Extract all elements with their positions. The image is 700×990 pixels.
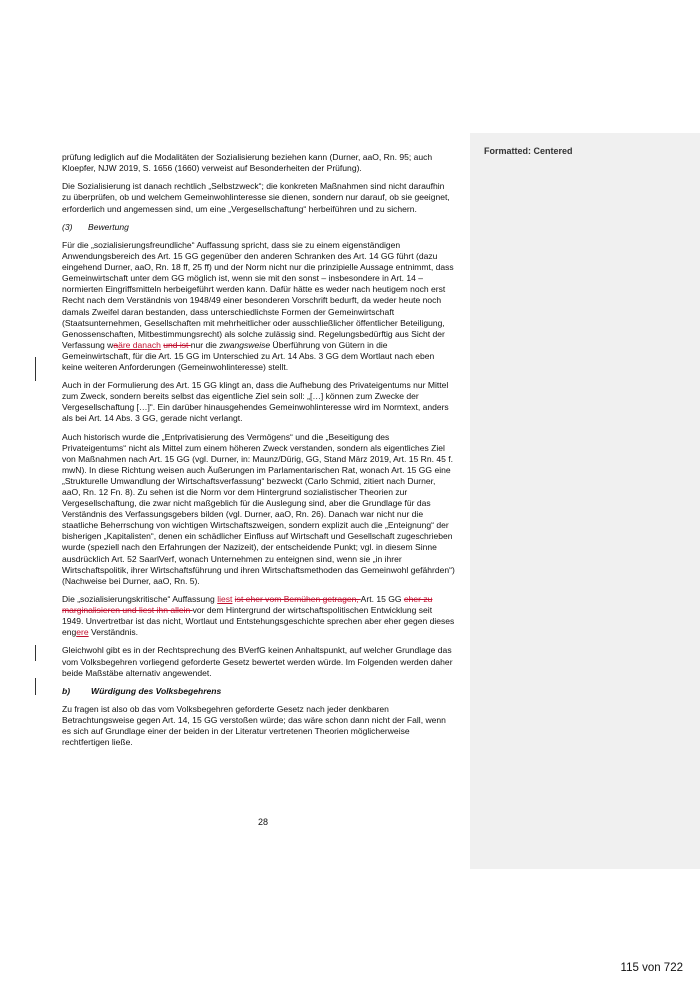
change-bar xyxy=(35,645,36,661)
paragraph xyxy=(62,240,455,373)
page-counter: 115 von 722 xyxy=(620,962,683,974)
text-run: Überführung von Gütern in die Gemeinwirtschaft, für die Art. 15 GG im Unterschied zu Art. 14 Abs. 3 GG dem Wortlaut nach eben keine weiteren Anforderungen (Gemeinwohlinteresse) stellt. xyxy=(62,339,435,372)
deleted-text: a xyxy=(113,339,119,350)
paragraph: Die Sozialisierung ist danach rechtlich „Selbstzweck“; die konkreten Maßnahmen sind nicht daraufhin zu überprüfen, ob und welchem Gemeinwohlinteresse sie dienen, sondern nur darauf, ob sie geeignet, erforderlich und angemessen sind, um eine „Vergesellschaftung“ herbeiführen und zu sichern. xyxy=(62,181,450,214)
text-run: Die „sozialisierungskritische“ Auffassung xyxy=(62,593,218,604)
section-heading xyxy=(62,222,455,233)
deleted-text: ist eher vom Bemühen getragen, xyxy=(234,593,361,604)
heading-number: b) xyxy=(62,685,71,696)
text-run: vor dem Hintergrund der wirtschaftspolitischen Entwicklung seit 1949. Unvertretbar ist das nicht, Wortlaut und Entstehungsgeschichte sprechen aber eher gegen dieses eng xyxy=(62,605,455,638)
text-run: Art. 15 GG xyxy=(360,593,404,604)
change-bar xyxy=(35,678,36,695)
inserted-text: ere xyxy=(76,627,89,638)
paragraph xyxy=(62,594,455,638)
page-number: 28 xyxy=(257,817,268,827)
document-body xyxy=(62,152,455,756)
text-run: nur die xyxy=(190,339,220,350)
paragraph: Auch historisch wurde die „Entprivatisierung des Vermögens“ und die „Beseitigung des Privateigentums“ nicht als Mittel zum einem höheren Zweck verstanden, sondern als eigentliches Ziel von Maßnahmen nach Art. 15 GG (vgl. Durner, in: Maunz/Dürig, GG, Stand März 2019, Art. 15 Rn. 45 f. mwN). In diese Richtung weisen auch Äußerungen im Parlamentarischen Rat, wonach Art. 15 GG eine „Strukturelle Umwandlung der Wirtschaftsverfassung“ bezweckt (Carlo Schmid, zitiert nach Durner, aaO, Rn. 12 Fn. 8). Zu sehen ist die Norm vor dem Hintergrund sozialistischer Theorien zur Vergesellschaftung, die zwar nicht maßgeblich für die Auslegung sind, aber die Grundlage für das Verständnis des Verfassungsgebers bilden (vgl. Durner, aaO, Rn. 26). Danach war nicht nur die staatliche Beherrschung von wichtigen Wirtschaftszweigen, sondern explizit auch die „Enteignung“ der bisherigen „Kapitalisten“, denen ein schädlicher Einfluss auf Wirtschaft und Gesellschaft zugeschrieben wurde (speziell nach den Erfahrungen der Nazizeit), der entscheidende Punkt; vgl. in diesem Sinne ausdrücklich Art. 52 SaarlVerf, wonach Unternehmen zu enteignen sind, wenn sie „in ihrer Wirtschaftspolitik, ihrer Wirtschaftsführung und ihren Wirtschaftsmethoden das Gemeinwohl gefährden“) (Nachweise bei Durner, aaO, Rn. 5). xyxy=(62,431,455,586)
inserted-text: liest xyxy=(217,593,233,604)
inserted-text: äre danach xyxy=(118,339,161,350)
deleted-text: eher zu marginalisieren und liest ihn allein xyxy=(62,593,433,616)
deleted-text: und ist xyxy=(163,339,191,350)
paragraph: Zu fragen ist also ob das vom Volksbegehren geforderte Gesetz nach jeder denkbaren Betrachtungsweise gegen Art. 14, 15 GG verstoßen würde; das wäre schon dann nicht der Fall, wenn es sich auf Grundlage einer der beiden in der Literatur vertretenen Theorien möglicherweise rechtfertigen ließe. xyxy=(62,704,446,748)
text-run: Für die „sozialisierungsfreundliche“ Auffassung spricht, dass sie zu einem eigenständigen Anwendungsbereich des Art. 15 GG gegenüber den anderen Schranken des Art. 14 GG führt (dazu eingehend Durner, aaO, Rn. 18 ff, 25 ff) und der Norm nicht nur die prinzipielle Aussage entnimmt, dass Gemeinwirtschaft unter dem GG möglich ist, wenn sie mit den sonst – insbesondere in Art. 14 – normierten Eingriffsmitteln herbeigeführt werden kann. Dafür hätte es weder nach heutigem noch erst Recht nach dem Verständnis von 1948/49 einer besonderen Vorschrift bedurft, da weder heute noch damals Zweifel daran bestanden, dass unterschiedlichste Formen der Gemeinwirtschaft (Staatsunternehmen, Gesellschaften mit mehrheitlicher oder ausschließlicher öffentlicher Beteiligung, Genossenschaften, Mitbestimmungsrecht) als solche zulässig sind. Regelungsbedürftig aus Sicht der Verfassung w xyxy=(62,240,454,350)
heading-number: (3) xyxy=(62,221,73,232)
heading-label: Bewertung xyxy=(88,221,129,232)
change-bar xyxy=(35,357,36,381)
comment-pane xyxy=(470,133,700,869)
paragraph: Auch in der Formulierung des Art. 15 GG klingt an, dass die Aufhebung des Privateigentums nur Mittel zum Zweck, sondern bereits selbst das eigentliche Ziel sein soll: „[…] können zum Zwecke der Vergesellschaftung […]“. Ein darüber hinausgehendes Gemeinwohlinteresse wird im Normtext, anders als bei Art. 14 Abs. 3 GG, gerade nicht verlangt. xyxy=(62,380,449,424)
paragraph: prüfung lediglich auf die Modalitäten der Sozialisierung beziehen kann (Durner, aaO, Rn. 95; auch Kloepfer, NJW 2019, S. 1656 (1660) verweist auf Besonderheiten der Prüfung). xyxy=(62,152,433,174)
comment-balloon-title: Formatted: Centered xyxy=(484,146,573,156)
paragraph: Gleichwohl gibt es in der Rechtsprechung des BVerfG keinen Anhaltspunkt, auf welcher Grundlage das vom Volksbegehren vorliegend geforderte Gesetz bewertet werden würde. Im Folgenden werden daher beide Maßstäbe alternativ angewendet. xyxy=(62,645,453,678)
emphasis: zwangsweise xyxy=(219,339,271,350)
text-run: Verständnis. xyxy=(88,627,139,638)
section-heading xyxy=(62,686,455,697)
heading-label: Würdigung des Volksbegehrens xyxy=(91,685,222,696)
